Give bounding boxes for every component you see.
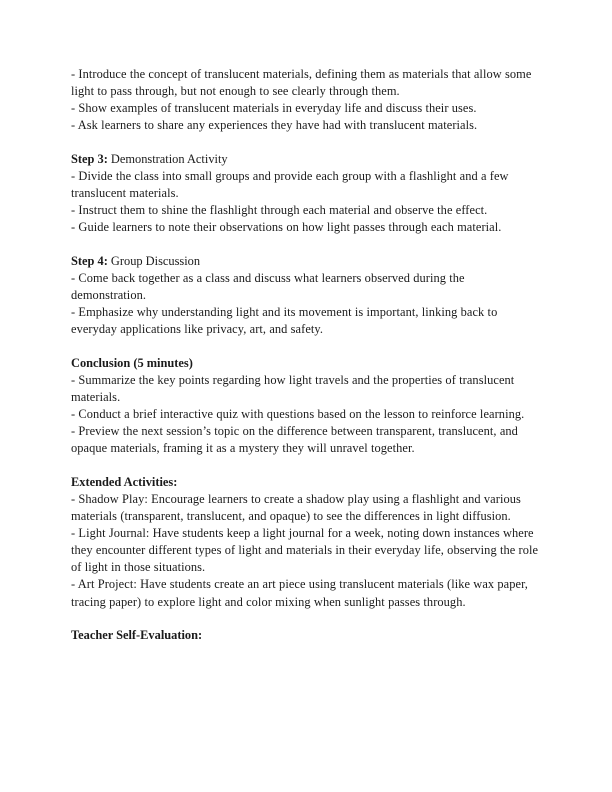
paragraph-line: - Introduce the concept of translucent materials, defining them as materials that allow some light to pass through, but not enough to see clearly through them. bbox=[71, 67, 532, 99]
paragraph-line: - Show examples of translucent materials in everyday life and discuss their uses. bbox=[71, 101, 477, 116]
section-extended-activities bbox=[71, 474, 541, 611]
section-heading-conclusion bbox=[71, 355, 541, 372]
paragraph-line: - Emphasize why understanding light and its movement is important, linking back to everyday applications like privacy, art, and safety. bbox=[71, 305, 498, 337]
section-conclusion bbox=[71, 355, 541, 458]
section-heading-rest: Group Discussion bbox=[107, 253, 201, 268]
section-heading-teacher-self-evaluation bbox=[71, 627, 541, 644]
paragraph-line: - Preview the next session’s topic on the difference between transparent, translucent, and opaque materials, framing it as a mystery they will unravel together. bbox=[71, 424, 518, 456]
section-heading-label: Step 3: bbox=[71, 151, 108, 166]
section-heading-extended-activities bbox=[71, 474, 541, 491]
paragraph-line: - Divide the class into small groups and provide each group with a flashlight and a few translucent materials. bbox=[71, 168, 509, 201]
section-heading-label: Step 4: bbox=[71, 253, 108, 268]
paragraph-line: - Ask learners to share any experiences they have had with translucent materials. bbox=[71, 118, 478, 133]
section-heading-label: Extended Activities: bbox=[71, 474, 178, 489]
section-heading-rest: Demonstration Activity bbox=[107, 151, 228, 166]
paragraph-line: - Instruct them to shine the flashlight through each material and observe the effect. bbox=[71, 203, 488, 218]
section-step-3 bbox=[71, 151, 541, 236]
section-heading-step-4 bbox=[71, 253, 541, 270]
paragraph-line: - Come back together as a class and discuss what learners observed during the demonstration. bbox=[71, 270, 465, 303]
paragraph-line: - Art Project: Have students create an art piece using translucent materials (like wax paper, tracing paper) to explore light and color mixing when sunlight passes through. bbox=[71, 577, 528, 609]
section-heading-step-3 bbox=[71, 151, 541, 168]
section-heading-label: Conclusion (5 minutes) bbox=[71, 355, 193, 370]
section-teacher-self-evaluation bbox=[71, 627, 541, 644]
section-step-4 bbox=[71, 253, 541, 338]
paragraph-line: - Conduct a brief interactive quiz with questions based on the lesson to reinforce learning. bbox=[71, 407, 525, 422]
paragraph-line: - Shadow Play: Encourage learners to create a shadow play using a flashlight and various materials (transparent, translucent, and opaque) to see the differences in light diffusion. bbox=[71, 491, 521, 524]
section-intro-bullets bbox=[71, 66, 541, 134]
paragraph-line: - Summarize the key points regarding how light travels and the properties of translucent materials. bbox=[71, 372, 515, 404]
section-heading-label: Teacher Self-Evaluation: bbox=[71, 628, 203, 643]
paragraph-line: - Light Journal: Have students keep a light journal for a week, noting down instances where they encounter different types of light and materials in their everyday life, observing the role of light in those situations. bbox=[71, 526, 539, 575]
paragraph-line: - Guide learners to note their observations on how light passes through each material. bbox=[71, 220, 502, 235]
document-body bbox=[71, 66, 541, 644]
